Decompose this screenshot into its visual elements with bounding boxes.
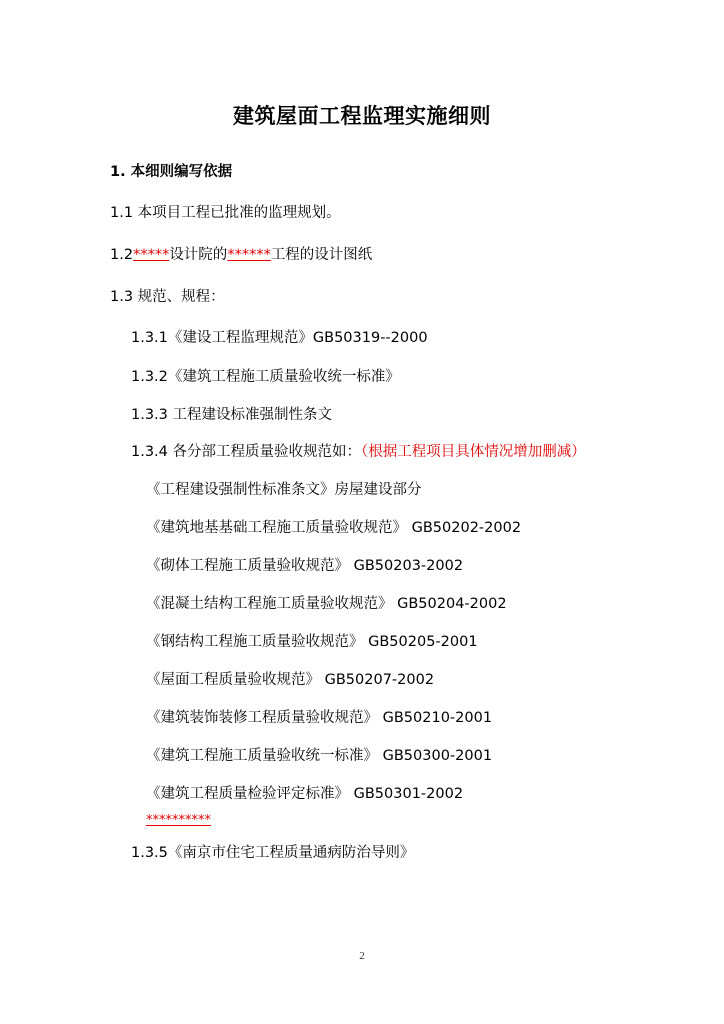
item-1-3-1: 1.3.1《建设工程监理规范》GB50319--2000 (131, 330, 428, 346)
item-1-3: 1.3 规范、规程： (110, 289, 225, 305)
item-1-2-prefix: 1.2 (110, 247, 134, 263)
section-1-heading: 1. 本细则编写依据 (110, 164, 233, 180)
document-title: 建筑屋面工程监理实施细则 (233, 104, 491, 128)
item-1-3-4-note: （根据工程项目具体情况增加删减） (361, 444, 586, 460)
standard-item: 《工程建设强制性标准条文》房屋建设部分 (146, 482, 422, 498)
standard-item: 《钢结构工程施工质量验收规范》 GB50205-2001 (146, 634, 478, 650)
standard-item: 《建筑地基基础工程施工质量验收规范》 GB50202-2002 (146, 520, 522, 536)
item-1-2-placeholder-stars-1: ***** (133, 247, 170, 263)
item-1-2 (110, 245, 372, 265)
standard-item: 《建筑工程施工质量验收统一标准》 GB50300-2001 (146, 748, 493, 764)
item-1-2-suffix: 工程的设计图纸 (270, 247, 373, 263)
standard-item: 《建筑工程质量检验评定标准》 GB50301-2002 (146, 786, 464, 802)
item-1-2-placeholder-stars-2: ****** (227, 247, 271, 263)
page-number: 2 (359, 950, 365, 962)
standard-item: 《砌体工程施工质量验收规范》 GB50203-2002 (146, 558, 464, 574)
standard-item: 《建筑装饰装修工程质量验收规范》 GB50210-2001 (146, 710, 493, 726)
item-1-3-2: 1.3.2《建筑工程施工质量验收统一标准》 (131, 369, 400, 385)
standard-item: 《混凝土结构工程施工质量验收规范》 GB50204-2002 (146, 596, 507, 612)
standard-item: 《屋面工程质量验收规范》 GB50207-2002 (146, 672, 435, 688)
item-1-3-4 (131, 442, 586, 462)
placeholder-stars-line: ********** (146, 813, 211, 828)
item-1-3-5: 1.3.5《南京市住宅工程质量通病防治导则》 (131, 845, 415, 861)
item-1-3-4-text: 1.3.4 各分部工程质量验收规范如： (131, 444, 362, 460)
item-1-1: 1.1 本项目工程已批准的监理规划。 (110, 205, 341, 221)
item-1-2-mid: 设计院的 (169, 247, 228, 263)
item-1-3-3: 1.3.3 工程建设标准强制性条文 (131, 407, 333, 423)
